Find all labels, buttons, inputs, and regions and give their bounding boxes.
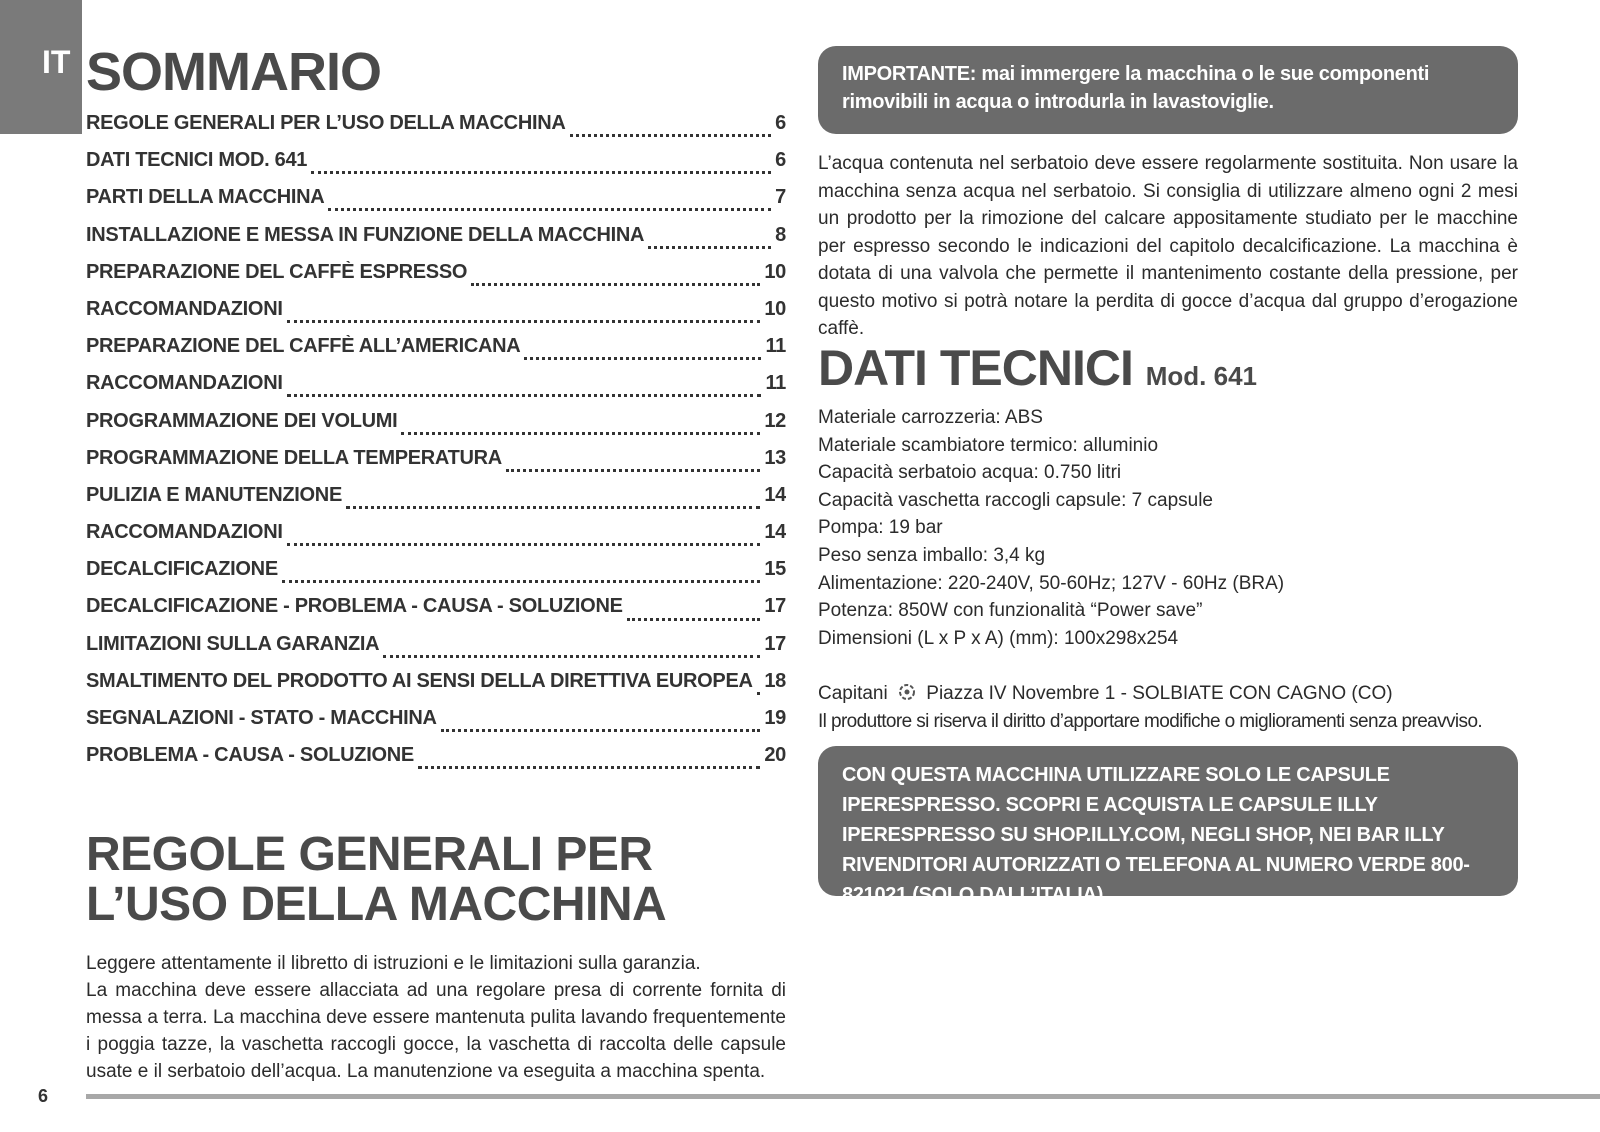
dati-tecnici-model: Mod. 641 — [1145, 361, 1257, 391]
toc-title: SOMMARIO — [86, 42, 381, 102]
manufacturer-info — [818, 680, 1518, 736]
spec-item: Pompa: 19 bar — [818, 517, 943, 539]
water-paragraph: L’acqua contenuta nel serbatoio deve essere regolarmente sostituita. Non usare la macchina senza acqua nel serbatoio. Si consiglia di utilizzare almeno ogni 2 mesi un prodotto per la rimozione del calcare appositamente studiato per le macchine per espresso secondo le indicazioni del capitolo decalcificazione. La macchina è dotata di una valvola che permette il mantenimento costante della pressione, per questo motivo si potrà notare la perdita di gocce d’acqua dal gruppo d’erogazione caffè. — [818, 153, 1518, 339]
spec-item: Materiale scambiatore termico: alluminio — [818, 434, 1159, 456]
page-number: 6 — [38, 1086, 49, 1106]
table-of-contents — [86, 112, 786, 781]
toc-item[interactable]: SEGNALAZIONI - STATO - MACCHINA 19 — [86, 707, 786, 744]
toc-item[interactable]: REGOLE GENERALI PER L’USO DELLA MACCHINA 6 — [86, 112, 786, 149]
capsule-notice-box: CON QUESTA MACCHINA UTILIZZARE SOLO LE CAPSULE IPERESPRESSO. SCOPRI E ACQUISTA LE CAPSULE ILLY IPERESPRESSO SU SHOP.ILLY.COM, NEGLI SHOP, NEI BAR ILLY RIVENDITORI AUTORIZZATI O TELEFONA AL NUMERO VERDE 800-821021 (SOLO DALL’ITALIA). — [818, 746, 1518, 896]
spec-item: Dimensioni (L x P x A) (mm): 100x298x254 — [818, 627, 1179, 649]
toc-item[interactable]: PARTI DELLA MACCHINA 7 — [86, 186, 786, 223]
important-notice-box: IMPORTANTE: mai immergere la macchina o le sue componenti rimovibili in acqua o introdurla in lavastoviglie. — [818, 46, 1518, 134]
toc-item[interactable]: RACCOMANDAZIONI 10 — [86, 298, 786, 335]
toc-item[interactable]: PROBLEMA - CAUSA - SOLUZIONE 20 — [86, 744, 786, 781]
toc-item[interactable]: INSTALLAZIONE E MESSA IN FUNZIONE DELLA MACCHINA 8 — [86, 224, 786, 261]
dati-tecnici-title: DATI TECNICI — [818, 340, 1133, 396]
toc-item[interactable]: PULIZIA E MANUTENZIONE 14 — [86, 484, 786, 521]
toc-item[interactable]: PREPARAZIONE DEL CAFFÈ ALL’AMERICANA 11 — [86, 335, 786, 372]
regole-paragraph: Leggere attentamente il libretto di istruzioni e le limitazioni sulla garanzia. — [86, 953, 701, 974]
spec-list — [818, 404, 1518, 652]
language-tab — [0, 0, 82, 134]
spec-item: Alimentazione: 220-240V, 50-60Hz; 127V - 60Hz (BRA) — [818, 572, 1285, 594]
spec-item: Potenza: 850W con funzionalità “Power save” — [818, 600, 1203, 622]
toc-item[interactable]: RACCOMANDAZIONI 14 — [86, 521, 786, 558]
capitani-logo-icon — [897, 682, 917, 702]
toc-item[interactable]: DECALCIFICAZIONE 15 — [86, 558, 786, 595]
spec-item: Capacità vaschetta raccogli capsule: 7 capsule — [818, 489, 1214, 511]
toc-item[interactable]: RACCOMANDAZIONI 11 — [86, 372, 786, 409]
regole-heading: REGOLE GENERALI PER L’USO DELLA MACCHINA — [86, 828, 667, 931]
toc-item[interactable]: PROGRAMMAZIONE DEI VOLUMI 12 — [86, 410, 786, 447]
toc-item[interactable]: LIMITAZIONI SULLA GARANZIA 17 — [86, 633, 786, 670]
toc-item[interactable]: PROGRAMMAZIONE DELLA TEMPERATURA 13 — [86, 447, 786, 484]
regole-body — [86, 950, 786, 1085]
dati-tecnici-heading — [818, 338, 1257, 406]
toc-item[interactable]: PREPARAZIONE DEL CAFFÈ ESPRESSO 10 — [86, 261, 786, 298]
regole-paragraph: La macchina deve essere allacciata ad una regolare presa di corrente fornita di messa a terra. La macchina deve essere mantenuta pulita lavando frequentemente i poggia tazze, la vaschetta raccogli gocce, la vaschetta di raccolta delle capsule usate e il serbatoio dell’acqua. La manutenzione va eseguita a macchina spenta. — [86, 980, 786, 1082]
toc-item[interactable]: DATI TECNICI MOD. 641 6 — [86, 149, 786, 186]
toc-item[interactable]: SMALTIMENTO DEL PRODOTTO AI SENSI DELLA DIRETTIVA EUROPEA 18 — [86, 670, 786, 707]
spec-item: Materiale carrozzeria: ABS — [818, 407, 1043, 428]
footer-rule — [86, 1094, 1600, 1099]
spec-item: Capacità serbatoio acqua: 0.750 litri — [818, 462, 1122, 484]
toc-item[interactable]: DECALCIFICAZIONE - PROBLEMA - CAUSA - SOLUZIONE 17 — [86, 595, 786, 632]
language-tab-label: IT — [42, 44, 71, 80]
spec-item: Peso senza imballo: 3,4 kg — [818, 544, 1046, 566]
manufacturer-note: Il produttore si riserva il diritto d’apportare modifiche o miglioramenti senza preavviso. — [818, 711, 1483, 732]
manufacturer-name: Capitani — [818, 683, 888, 704]
manufacturer-address: Piazza IV Novembre 1 - SOLBIATE CON CAGNO (CO) — [926, 683, 1393, 704]
